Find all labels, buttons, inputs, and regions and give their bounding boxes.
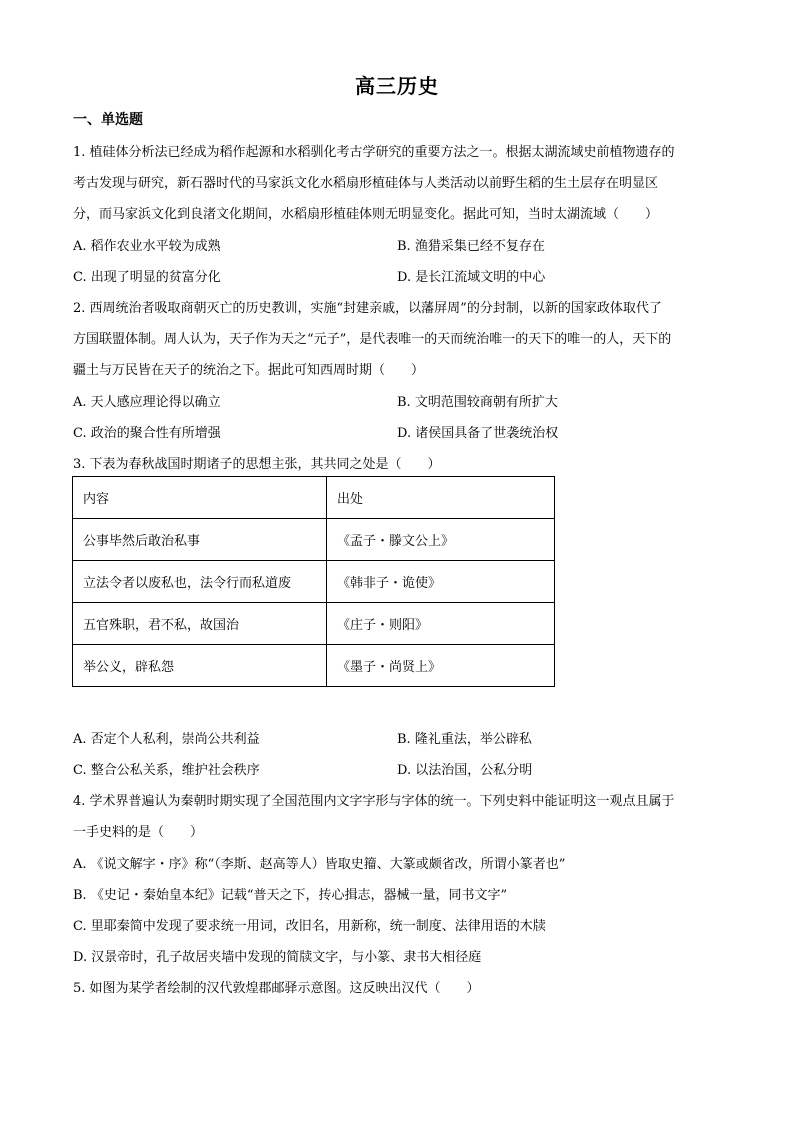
q4-stem-line-2: 一手史料的是（ ）	[73, 825, 204, 840]
q4-option-c[interactable]: C. 里耶秦简中发现了要求统一用词，改旧名，用新称，统一制度、法律用语的木牍	[73, 919, 546, 934]
q2-option-b[interactable]: B. 文明范围较商朝有所扩大	[397, 395, 558, 410]
table-header-row	[73, 477, 555, 519]
table-cell-source: 《韩非子・诡使》	[327, 561, 555, 603]
q1-option-a[interactable]: A. 稻作农业水平较为成熟	[73, 239, 221, 254]
q5-stem: 5. 如图为某学者绘制的汉代敦煌郡邮驿示意图。这反映出汉代（ ）	[73, 981, 480, 996]
q3-source-table	[72, 476, 555, 687]
q3-option-a[interactable]: A. 否定个人私利，崇尚公共利益	[73, 732, 260, 747]
q3-option-c[interactable]: C. 整合公私关系，维护社会秩序	[73, 763, 260, 778]
q4-option-b[interactable]: B. 《史记・秦始皇本纪》记载“普天之下，抟心揖志，器械一量，同书文字”	[73, 888, 508, 903]
page-title: 高三历史	[355, 74, 439, 98]
q1-stem-line-1: 1. 植硅体分析法已经成为稻作起源和水稻驯化考古学研究的重要方法之一。根据太湖流域史前植物遗存的	[73, 145, 675, 160]
q3-option-b[interactable]: B. 隆礼重法，举公辟私	[397, 732, 532, 747]
table-row	[73, 519, 555, 561]
q2-option-a[interactable]: A. 天人感应理论得以确立	[73, 395, 221, 410]
table-row	[73, 603, 555, 645]
table-cell-content: 五官殊职，君不私，故国治	[73, 603, 327, 645]
q3-stem: 3. 下表为春秋战国时期诸子的思想主张，其共同之处是（ ）	[73, 457, 441, 472]
q4-stem-line-1: 4. 学术界普遍认为秦朝时期实现了全国范围内文字字形与字体的统一。下列史料中能证明这一观点且属于	[73, 794, 675, 809]
q4-option-d[interactable]: D. 汉景帝时，孔子故居夹墙中发现的简牍文字，与小篆、隶书大相径庭	[73, 950, 482, 965]
q1-stem-line-3: 分，而马家浜文化到良渚文化期间，水稻扇形植硅体则无明显变化。据此可知，当时太湖流域（ ）	[73, 207, 659, 222]
q1-option-c[interactable]: C. 出现了明显的贫富分化	[73, 270, 221, 285]
q1-stem-line-2: 考古发现与研究，新石器时代的马家浜文化水稻扇形植硅体与人类活动以前野生稻的生土层存在明显区	[73, 176, 659, 191]
table-cell-content: 举公义，辟私怨	[73, 645, 327, 687]
table-cell-source: 《庄子・则阳》	[327, 603, 555, 645]
q2-stem-line-2: 方国联盟体制。周人认为，天子作为天之“元子”，是代表唯一的天而统治唯一的天下的唯一的人，天下的	[73, 332, 672, 347]
q2-option-d[interactable]: D. 诸侯国具备了世袭统治权	[397, 426, 559, 441]
q1-option-b[interactable]: B. 渔猎采集已经不复存在	[397, 239, 545, 254]
table-cell-source: 《墨子・尚贤上》	[327, 645, 555, 687]
q3-option-d[interactable]: D. 以法治国，公私分明	[397, 763, 533, 778]
table-row	[73, 561, 555, 603]
q2-stem-line-3: 疆土与万民皆在天子的统治之下。据此可知西周时期（ ）	[73, 363, 425, 378]
table-cell-content: 公事毕然后敢治私事	[73, 519, 327, 561]
table-row	[73, 645, 555, 687]
section-heading: 一、单选题	[73, 112, 143, 128]
q4-option-a[interactable]: A. 《说文解字・序》称“（李斯、赵高等人）皆取史籀、大篆或颇省改，所谓小篆者也”	[73, 857, 566, 872]
table-cell-source: 《孟子・滕文公上》	[327, 519, 555, 561]
table-header-source: 出处	[327, 477, 555, 519]
table-cell-content: 立法令者以废私也，法令行而私道废	[73, 561, 327, 603]
table-header-content: 内容	[73, 477, 327, 519]
q2-option-c[interactable]: C. 政治的聚合性有所增强	[73, 426, 221, 441]
q2-stem-line-1: 2. 西周统治者吸取商朝灭亡的历史教训，实施“封建亲戚，以藩屏周”的分封制，以新的国家政体取代了	[73, 301, 662, 316]
q1-option-d[interactable]: D. 是长江流域文明的中心	[397, 270, 546, 285]
